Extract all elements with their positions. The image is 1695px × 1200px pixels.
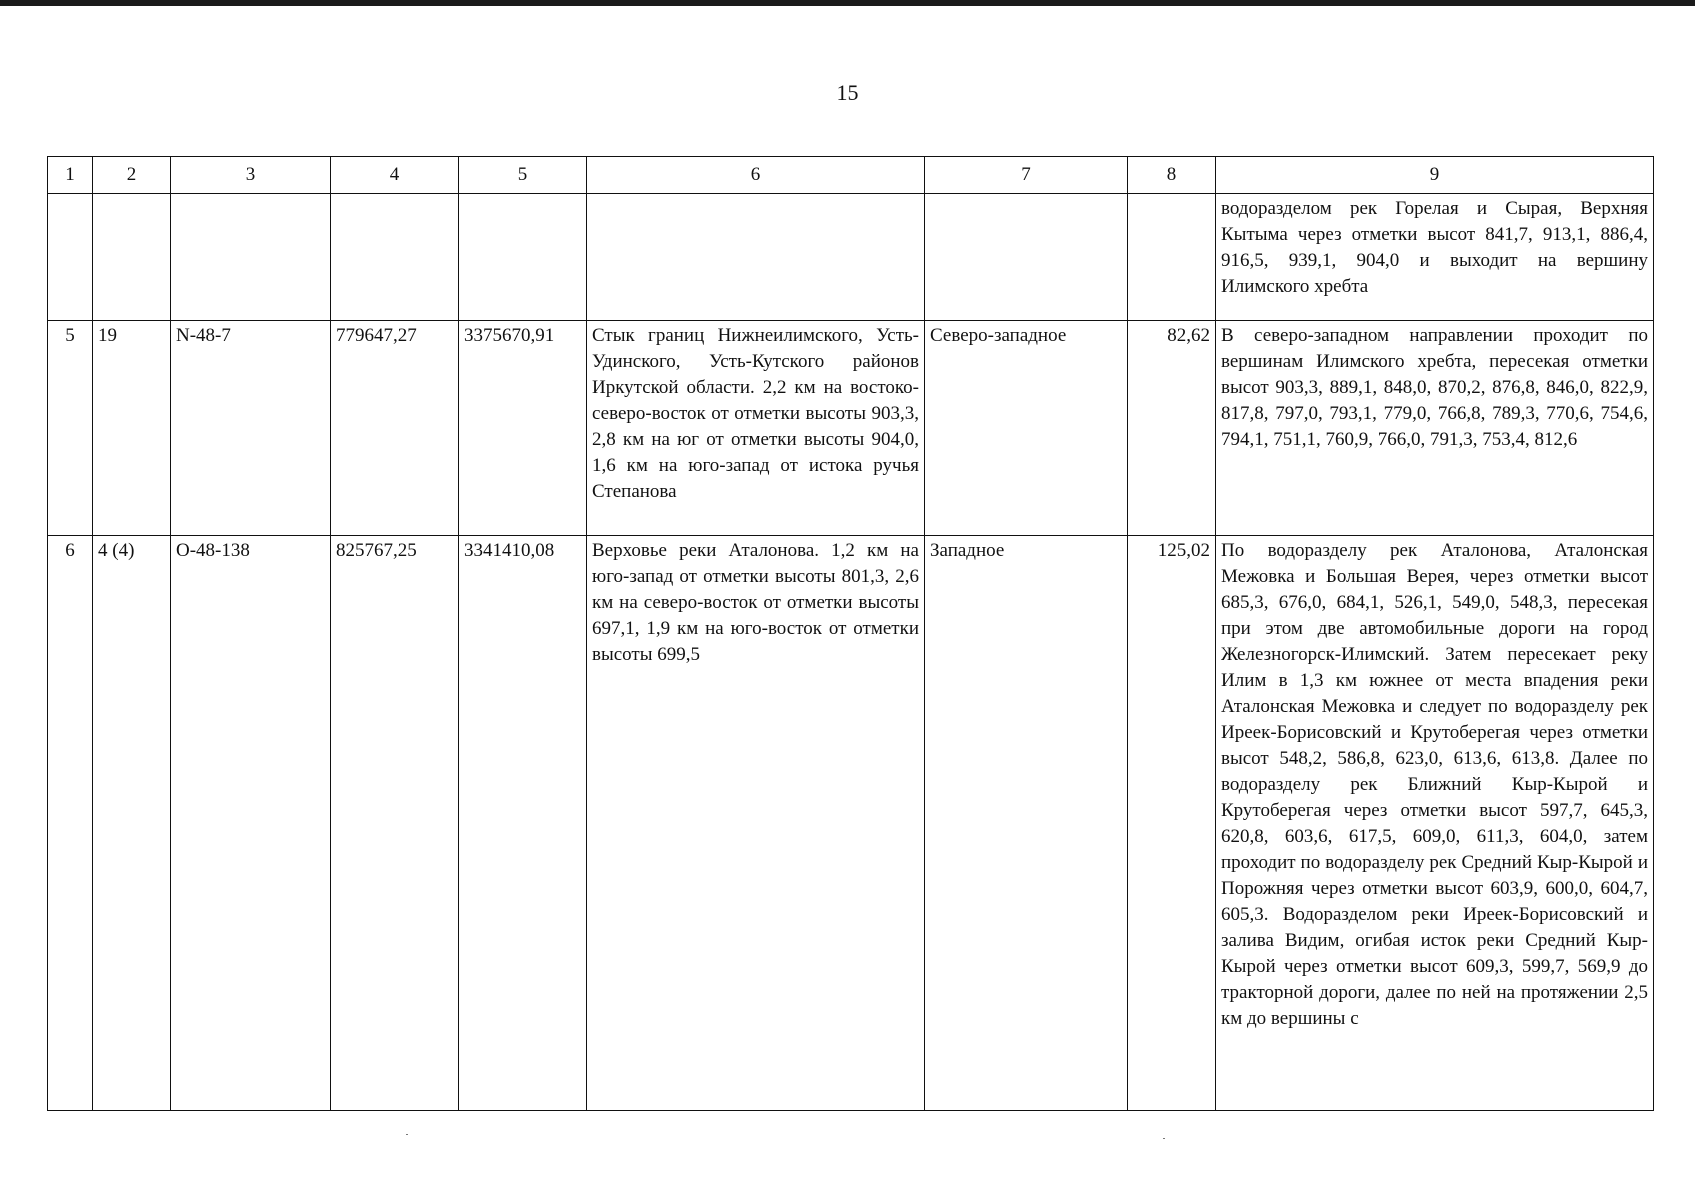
cell-direction: Западное — [925, 536, 1128, 1111]
header-col-7: 7 — [925, 157, 1128, 194]
cell-col-2: 4 (4) — [93, 536, 171, 1111]
cell-coordinate-y: 3375670,91 — [459, 321, 587, 536]
cell-direction: Северо-западное — [925, 321, 1128, 536]
cell-point-number — [48, 194, 93, 321]
scan-artifact — [1163, 1138, 1165, 1139]
cell-map-sheet: N-48-7 — [171, 321, 331, 536]
table-row — [48, 321, 1654, 536]
cell-point-description: Верховье реки Аталонова. 1,2 км на юго-запад от отметки высоты 801,3, 2,6 км на северо-восток от отметки высоты 697,1, 1,9 км на юго-восток от отметки высоты 699,5 — [587, 536, 925, 1111]
cell-coordinate-x — [331, 194, 459, 321]
cell-length: 125,02 — [1128, 536, 1216, 1111]
cell-point-description — [587, 194, 925, 321]
cell-point-description: Стык границ Нижнеилимского, Усть-Удинского, Усть-Кутского районов Иркутской области. 2,2 км на востоко-северо-восток от отметки высоты 903,3, 2,8 км на юг от отметки высоты 904,0, 1,6 км на юго-запад от истока ручья Степанова — [587, 321, 925, 536]
header-col-4: 4 — [331, 157, 459, 194]
table-row — [48, 536, 1654, 1111]
header-col-1: 1 — [48, 157, 93, 194]
header-col-3: 3 — [171, 157, 331, 194]
cell-boundary-description: В северо-западном направлении проходит по вершинам Илимского хребта, пересекая отметки высот 903,3, 889,1, 848,0, 870,2, 876,8, 846,0, 822,9, 817,8, 797,0, 793,1, 779,0, 766,8, 789,3, 770,6, 754,6, 794,1, 751,1, 760,9, 766,0, 791,3, 753,4, 812,6 — [1216, 321, 1654, 536]
cell-coordinate-x: 825767,25 — [331, 536, 459, 1111]
cell-map-sheet: O-48-138 — [171, 536, 331, 1111]
header-col-6: 6 — [587, 157, 925, 194]
header-col-8: 8 — [1128, 157, 1216, 194]
table-row — [48, 194, 1654, 321]
cell-col-2 — [93, 194, 171, 321]
header-col-9: 9 — [1216, 157, 1654, 194]
cell-col-2: 19 — [93, 321, 171, 536]
cell-map-sheet — [171, 194, 331, 321]
header-col-5: 5 — [459, 157, 587, 194]
cell-point-number: 6 — [48, 536, 93, 1111]
cell-point-number: 5 — [48, 321, 93, 536]
cell-coordinate-x: 779647,27 — [331, 321, 459, 536]
top-border-rule — [0, 0, 1695, 6]
page-number: 15 — [836, 80, 859, 105]
boundary-description-table — [47, 156, 1654, 1111]
header-row — [48, 157, 1654, 194]
cell-coordinate-y — [459, 194, 587, 321]
cell-boundary-description: водоразделом рек Горелая и Сырая, Верхняя Кытыма через отметки высот 841,7, 913,1, 886,4, 916,5, 939,1, 904,0 и выходит на вершину Илимского хребта — [1216, 194, 1654, 321]
header-col-2: 2 — [93, 157, 171, 194]
cell-length — [1128, 194, 1216, 321]
cell-boundary-description: По водоразделу рек Аталонова, Аталонская Межовка и Большая Верея, через отметки высот 685,3, 676,0, 684,1, 526,1, 549,0, 548,3, пересекая при этом две автомобильные дороги на город Железногорск-Илимский. Затем пересекает реку Илим в 1,3 км южнее от места впадения реки Аталонская Межовка и следует по водоразделу рек Иреек-Борисовский и Крутоберегая через отметки высот 548,2, 586,8, 623,0, 613,6, 613,8. Далее по водоразделу рек Ближний Кыр-Кырой и Крутоберегая через отметки высот 597,7, 645,3, 620,8, 603,6, 617,5, 609,0, 611,3, 604,0, затем проходит по водоразделу рек Средний Кыр-Кырой и Порожняя через отметки высот 603,9, 600,0, 604,7, 605,3. Водоразделом реки Иреек-Борисовский и залива Видим, огибая исток реки Средний Кыр-Кырой через отметки высот 609,3, 599,7, 569,9 до тракторной дороги, далее по ней на протяжении 2,5 км до вершины с — [1216, 536, 1654, 1111]
cell-coordinate-y: 3341410,08 — [459, 536, 587, 1111]
cell-direction — [925, 194, 1128, 321]
scan-artifact — [406, 1134, 408, 1135]
cell-length: 82,62 — [1128, 321, 1216, 536]
